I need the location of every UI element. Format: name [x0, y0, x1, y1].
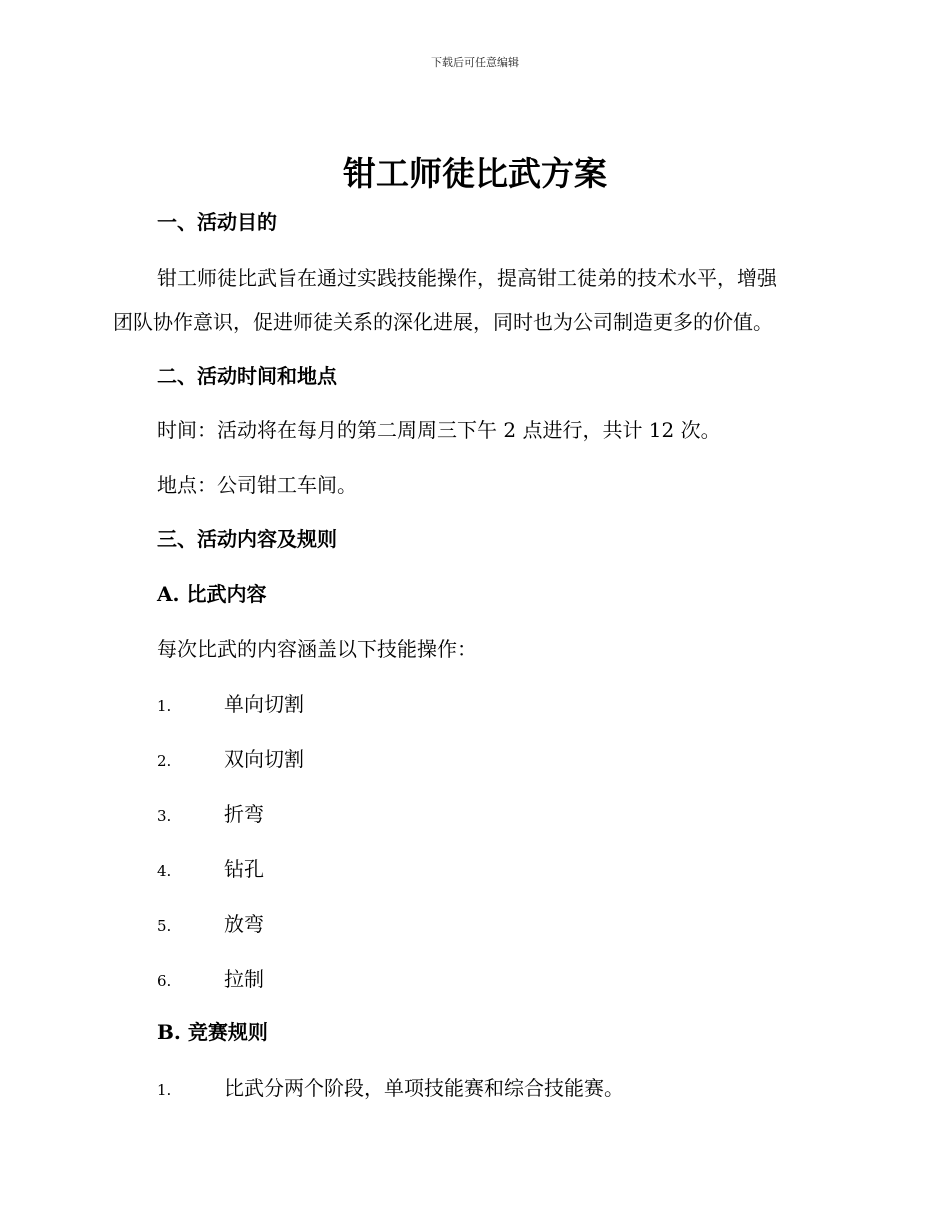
list-item-text: 放弯 — [224, 912, 264, 936]
list-item-number: 6. — [157, 972, 172, 990]
list-item — [157, 853, 264, 882]
list-item-text: 钻孔 — [224, 857, 264, 881]
list-item — [157, 908, 264, 937]
section-heading-time-place: 二、活动时间和地点 — [157, 364, 337, 388]
time-line: 时间：活动将在每月的第二周周三下午 2 点进行，共计 12 次。 — [157, 418, 721, 442]
list-item-number: 1. — [157, 1081, 172, 1099]
content-intro: 每次比武的内容涵盖以下技能操作： — [157, 637, 477, 661]
list-item-number: 2. — [157, 752, 172, 770]
list-item-text: 单向切割 — [224, 692, 304, 716]
document-title: 钳工师徒比武方案 — [343, 154, 607, 193]
section-heading-content-rules: 三、活动内容及规则 — [157, 527, 337, 551]
page-header-note: 下载后可任意编辑 — [431, 56, 519, 69]
list-item-number: 5. — [157, 917, 172, 935]
list-item — [157, 963, 264, 992]
purpose-paragraph-line-1: 钳工师徒比武旨在通过实践技能操作，提高钳工徒弟的技术水平，增强 — [157, 266, 777, 290]
section-heading-purpose: 一、活动目的 — [157, 210, 277, 234]
purpose-paragraph-line-2: 团队协作意识，促进师徒关系的深化进展，同时也为公司制造更多的价值。 — [113, 310, 773, 334]
list-item-text: 双向切割 — [224, 747, 304, 771]
subheading-content: A. 比武内容 — [157, 582, 267, 606]
list-item — [157, 798, 264, 827]
list-item-number: 4. — [157, 862, 172, 880]
place-line: 地点：公司钳工车间。 — [157, 473, 357, 497]
list-item-number: 1. — [157, 697, 172, 715]
list-item-text: 拉制 — [224, 967, 264, 991]
list-item-text: 折弯 — [224, 802, 264, 826]
list-item-text: 比武分两个阶段，单项技能赛和综合技能赛。 — [224, 1076, 624, 1100]
list-item — [157, 1072, 624, 1101]
list-item — [157, 688, 304, 717]
subheading-rules: B. 竞赛规则 — [157, 1020, 268, 1044]
list-item-number: 3. — [157, 807, 172, 825]
list-item — [157, 743, 304, 772]
